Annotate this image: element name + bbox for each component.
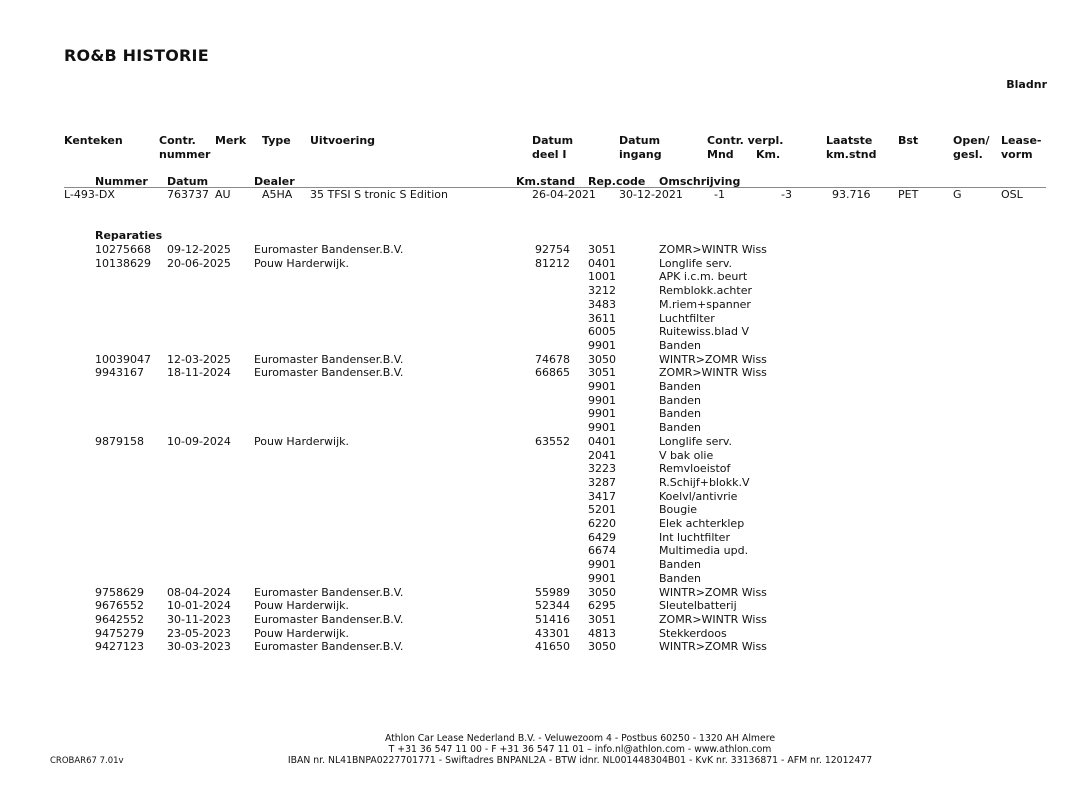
repair-nummer: 10138629 xyxy=(95,256,151,270)
repair-omschrijving: APK i.c.m. beurt xyxy=(659,270,748,284)
repair-omschrijving: Banden xyxy=(659,393,701,407)
repair-nummer: 9676552 xyxy=(95,599,144,613)
repair-code: 9901 xyxy=(588,393,616,407)
repair-nummer: 9642552 xyxy=(95,612,144,626)
repair-km: 92754 xyxy=(535,243,570,256)
repair-omschrijving: Remblokk.achter xyxy=(659,284,753,298)
repair-datum: 08-04-2024 xyxy=(167,585,231,599)
vehicle-km: -3 xyxy=(781,188,792,201)
repair-code: 3212 xyxy=(588,284,616,298)
repair-code: 3483 xyxy=(588,297,616,311)
col-datum: Datum xyxy=(167,175,209,188)
vehicle-lease: OSL xyxy=(1001,188,1023,201)
vehicle-uitvoering: 35 TFSI S tronic S Edition xyxy=(310,188,448,201)
repair-nummer: 9879158 xyxy=(95,434,144,448)
repair-km: 63552 xyxy=(535,434,570,448)
repair-omschrijving: Luchtfilter xyxy=(659,311,715,325)
repair-code: 9901 xyxy=(588,421,616,435)
repair-omschrijving: V bak olie xyxy=(659,448,714,462)
repair-omschrijving: Stekkerdoos xyxy=(659,626,727,640)
repair-km: 41650 xyxy=(535,640,570,654)
col-datum-ingang-2: ingang xyxy=(619,147,662,161)
repair-dealer: Euromaster Bandenser.B.V. xyxy=(254,352,404,366)
repair-km: 74678 xyxy=(535,352,570,366)
repair-omschrijving: Banden xyxy=(659,558,701,572)
footer-line-1: Athlon Car Lease Nederland B.V. - Veluwezoom 4 - Postbus 60250 - 1320 AH Almere xyxy=(384,733,776,744)
repair-omschrijving: Longlife serv. xyxy=(659,256,733,270)
repair-omschrijving: ZOMR>WINTR Wiss xyxy=(659,366,767,380)
repair-code: 3051 xyxy=(588,243,616,256)
repair-code: 9901 xyxy=(588,571,616,585)
repair-omschrijving: Int luchtfilter xyxy=(659,530,730,544)
repair-dealer: Pouw Harderwijk. xyxy=(254,626,350,640)
col-bst: Bst xyxy=(898,134,919,147)
repair-code: 2041 xyxy=(588,448,616,462)
repair-datum: 10-09-2024 xyxy=(167,434,231,448)
col-datum-deel-2: deel I xyxy=(532,147,567,161)
repair-nummer: 10275668 xyxy=(95,243,151,256)
col-datum-deel-1: Datum xyxy=(532,134,574,147)
repair-code: 1001 xyxy=(588,270,616,284)
repair-code: 3050 xyxy=(588,585,616,599)
col-open-2: gesl. xyxy=(953,147,983,161)
col-contr-2: nummer xyxy=(159,147,211,161)
repair-code: 6295 xyxy=(588,599,616,613)
repair-omschrijving: Bougie xyxy=(659,503,698,517)
vehicle-type: A5HA xyxy=(262,188,293,201)
vehicle-bst: PET xyxy=(898,188,919,201)
repair-dealer: Euromaster Bandenser.B.V. xyxy=(254,366,404,380)
repair-nummer: 9943167 xyxy=(95,366,144,380)
repair-omschrijving: M.riem+spanner xyxy=(659,297,751,311)
repair-dealer: Pouw Harderwijk. xyxy=(254,256,350,270)
col-datum-ingang-1: Datum xyxy=(619,134,661,147)
vehicle-datum-ingang: 30-12-2021 xyxy=(619,188,683,201)
repair-code: 3051 xyxy=(588,612,616,626)
vehicle-mnd: -1 xyxy=(714,188,725,201)
repair-omschrijving: Banden xyxy=(659,380,701,393)
repair-code: 6429 xyxy=(588,530,616,544)
page-title: RO&B HISTORIE xyxy=(64,46,209,65)
repair-code: 9901 xyxy=(588,558,616,572)
repair-code: 0401 xyxy=(588,256,616,270)
repair-km: 55989 xyxy=(535,585,570,599)
repair-omschrijving: WINTR>ZOMR Wiss xyxy=(659,585,767,599)
footer xyxy=(280,733,880,766)
repair-dealer: Pouw Harderwijk. xyxy=(254,434,350,448)
repair-code: 0401 xyxy=(588,434,616,448)
col-km: Km. xyxy=(756,147,781,161)
repair-omschrijving: Ruitewiss.blad V xyxy=(659,325,750,339)
repair-nummer: 10039047 xyxy=(95,352,151,366)
repair-nummer: 9427123 xyxy=(95,640,144,654)
col-contr-verpl: Contr. verpl. xyxy=(707,134,784,147)
repair-datum: 09-12-2025 xyxy=(167,243,231,256)
repair-omschrijving: WINTR>ZOMR Wiss xyxy=(659,640,767,654)
repair-code: 3050 xyxy=(588,352,616,366)
col-omschrijving: Omschrijving xyxy=(659,175,741,188)
col-uitvoering: Uitvoering xyxy=(310,134,376,147)
col-lease-1: Lease- xyxy=(1001,134,1042,147)
vehicle-datum-deel: 26-04-2021 xyxy=(532,188,596,201)
repair-code: 6220 xyxy=(588,517,616,530)
col-kenteken: Kenteken xyxy=(64,134,123,147)
repair-km: 52344 xyxy=(535,599,570,613)
repair-dealer: Euromaster Bandenser.B.V. xyxy=(254,585,404,599)
repair-nummer: 9475279 xyxy=(95,626,144,640)
repair-omschrijving: Remvloeistof xyxy=(659,462,731,476)
repair-datum: 23-05-2023 xyxy=(167,626,231,640)
repair-omschrijving: Longlife serv. xyxy=(659,434,733,448)
repair-km: 66865 xyxy=(535,366,570,380)
col-repcode: Rep.code xyxy=(588,175,646,188)
repair-datum: 20-06-2025 xyxy=(167,256,231,270)
repair-omschrijving: Banden xyxy=(659,338,701,352)
repair-code: 4813 xyxy=(588,626,616,640)
repair-datum: 30-03-2023 xyxy=(167,640,231,654)
vehicle-kenteken: L-493-DX xyxy=(64,188,115,201)
repair-code: 3287 xyxy=(588,475,616,489)
vehicle-open: G xyxy=(953,188,962,201)
repair-code: 5201 xyxy=(588,503,616,517)
repair-datum: 18-11-2024 xyxy=(167,366,231,380)
col-laatste-1: Laatste xyxy=(826,134,873,147)
repair-code: 9901 xyxy=(588,338,616,352)
footer-line-2: T +31 36 547 11 00 - F +31 36 547 11 01 – info.nl@athlon.com - www.athlon.com xyxy=(388,744,772,755)
repair-dealer: Euromaster Bandenser.B.V. xyxy=(254,612,404,626)
repair-km: 51416 xyxy=(535,612,570,626)
repair-dealer: Euromaster Bandenser.B.V. xyxy=(254,640,404,654)
col-lease-2: vorm xyxy=(1001,147,1033,161)
section-reparaties: Reparaties xyxy=(95,229,163,242)
repair-code: 3050 xyxy=(588,640,616,654)
repair-code: 6674 xyxy=(588,544,616,558)
repair-omschrijving: Banden xyxy=(659,421,701,435)
repair-nummer: 9758629 xyxy=(95,585,144,599)
repair-omschrijving: ZOMR>WINTR Wiss xyxy=(659,612,767,626)
repair-datum: 30-11-2023 xyxy=(167,612,231,626)
repair-omschrijving: R.Schijf+blokk.V xyxy=(659,475,750,489)
repair-omschrijving: Banden xyxy=(659,407,701,421)
col-open-1: Open/ xyxy=(953,134,990,147)
repair-omschrijving: Elek achterklep xyxy=(659,517,745,530)
repair-datum: 10-01-2024 xyxy=(167,599,231,613)
col-dealer: Dealer xyxy=(254,175,295,188)
repair-code: 9901 xyxy=(588,407,616,421)
repair-datum: 12-03-2025 xyxy=(167,352,231,366)
vehicle-laatste-km: 93.716 xyxy=(832,188,871,201)
repair-omschrijving: Sleutelbatterij xyxy=(659,599,737,613)
repair-code: 9901 xyxy=(588,380,616,393)
repair-omschrijving: Multimedia upd. xyxy=(659,544,749,558)
repair-omschrijving: Koelvl/antivrie xyxy=(659,489,738,503)
form-code: CROBAR67 7.01v xyxy=(50,756,124,766)
col-mnd: Mnd xyxy=(707,147,734,161)
repair-km: 43301 xyxy=(535,626,570,640)
footer-line-3: IBAN nr. NL41BNPA0227701771 - Swiftadres BNPANL2A - BTW idnr. NL001448304B01 - KvK nr. 33136871 - AFM nr. 12012477 xyxy=(287,755,873,766)
repair-omschrijving: ZOMR>WINTR Wiss xyxy=(659,243,767,256)
col-laatste-2: km.stnd xyxy=(826,147,877,161)
repair-dealer: Euromaster Bandenser.B.V. xyxy=(254,243,404,256)
col-type: Type xyxy=(262,134,291,147)
vehicle-merk: AU xyxy=(215,188,231,201)
repair-omschrijving: Banden xyxy=(659,571,701,585)
repair-code: 3611 xyxy=(588,311,616,325)
repair-km: 81212 xyxy=(535,256,570,270)
repair-dealer: Pouw Harderwijk. xyxy=(254,599,350,613)
repair-code: 3051 xyxy=(588,366,616,380)
repair-code: 6005 xyxy=(588,325,616,339)
page-number-label: Bladnr xyxy=(1006,78,1047,91)
col-contr-1: Contr. xyxy=(159,134,196,147)
col-kmstand: Km.stand xyxy=(516,175,576,188)
repair-code: 3417 xyxy=(588,489,616,503)
col-nummer: Nummer xyxy=(95,175,148,188)
vehicle-contract: 763737 xyxy=(167,188,209,201)
repair-code: 3223 xyxy=(588,462,616,476)
repair-omschrijving: WINTR>ZOMR Wiss xyxy=(659,352,767,366)
col-merk: Merk xyxy=(215,134,247,147)
